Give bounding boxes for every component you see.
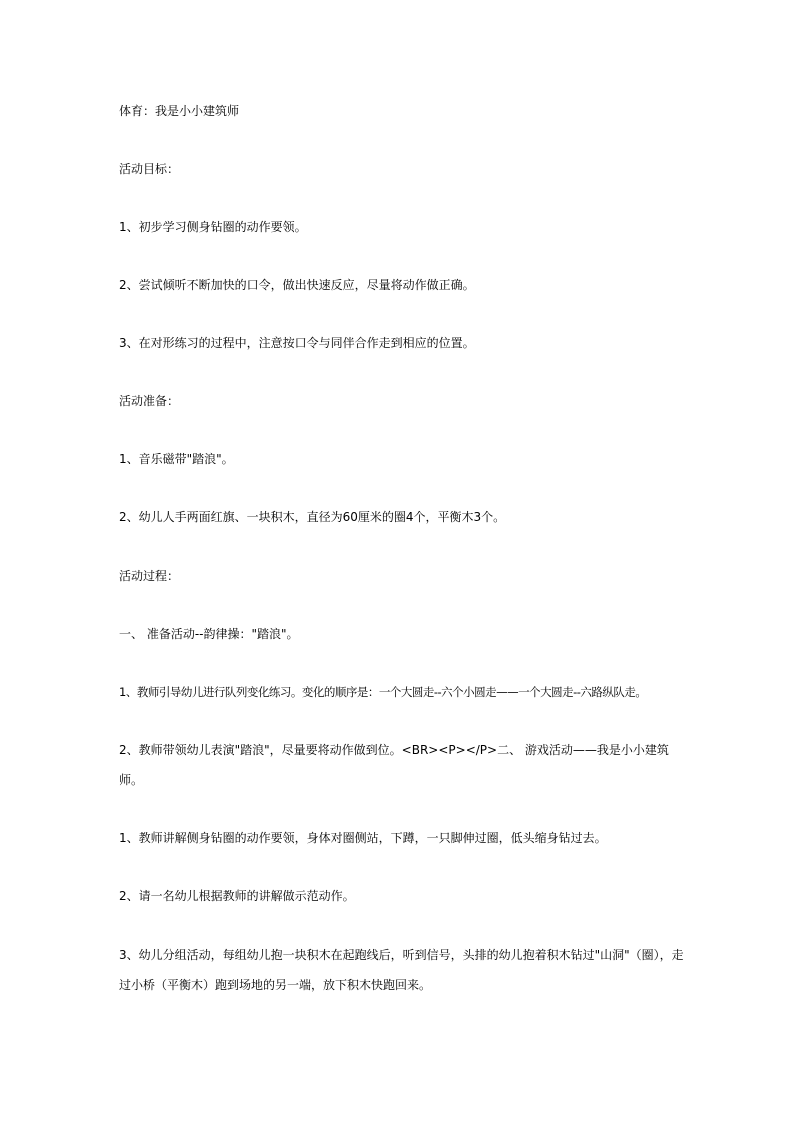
goal-item: 1、初步学习侧身钻圈的动作要领。 — [119, 220, 307, 234]
process-step: 1、教师引导幼儿进行队列变化练习。变化的顺序是：一个大圆走--六个小圆走——一个大圆走--六路纵队走。 — [119, 685, 647, 699]
process-step: 3、幼儿分组活动，每组幼儿抱一块积木在起跑线后，听到信号，头排的幼儿抱着积木钻过"山洞"（圈），走过小桥（平衡木）跑到场地的另一端，放下积木快跑回来。 — [119, 948, 684, 992]
goals-heading: 活动目标： — [119, 162, 180, 176]
prep-item: 1、音乐磁带"踏浪"。 — [119, 452, 234, 466]
goal-item: 2、尝试倾听不断加快的口令，做出快速反应，尽量将动作做正确。 — [119, 278, 475, 292]
document-title: 体育：我是小小建筑师 — [119, 104, 240, 118]
prep-heading: 活动准备： — [119, 394, 180, 408]
process-step: 2、教师带领幼儿表演"踏浪"，尽量要将动作做到位。<BR><P></P>二、 游戏活动——我是小小建筑师。 — [119, 743, 669, 787]
prep-item: 2、幼儿人手两面红旗、一块积木，直径为60厘米的圈4个，平衡木3个。 — [119, 510, 506, 524]
process-step: 一、 准备活动--韵律操："踏浪"。 — [119, 627, 299, 641]
process-step: 2、请一名幼儿根据教师的讲解做示范动作。 — [119, 889, 355, 903]
goal-item: 3、在对形练习的过程中，注意按口令与同伴合作走到相应的位置。 — [119, 336, 475, 350]
process-heading: 活动过程： — [119, 569, 180, 583]
process-step: 1、教师讲解侧身钻圈的动作要领，身体对圈侧站，下蹲，一只脚伸过圈，低头缩身钻过去。 — [119, 831, 607, 845]
